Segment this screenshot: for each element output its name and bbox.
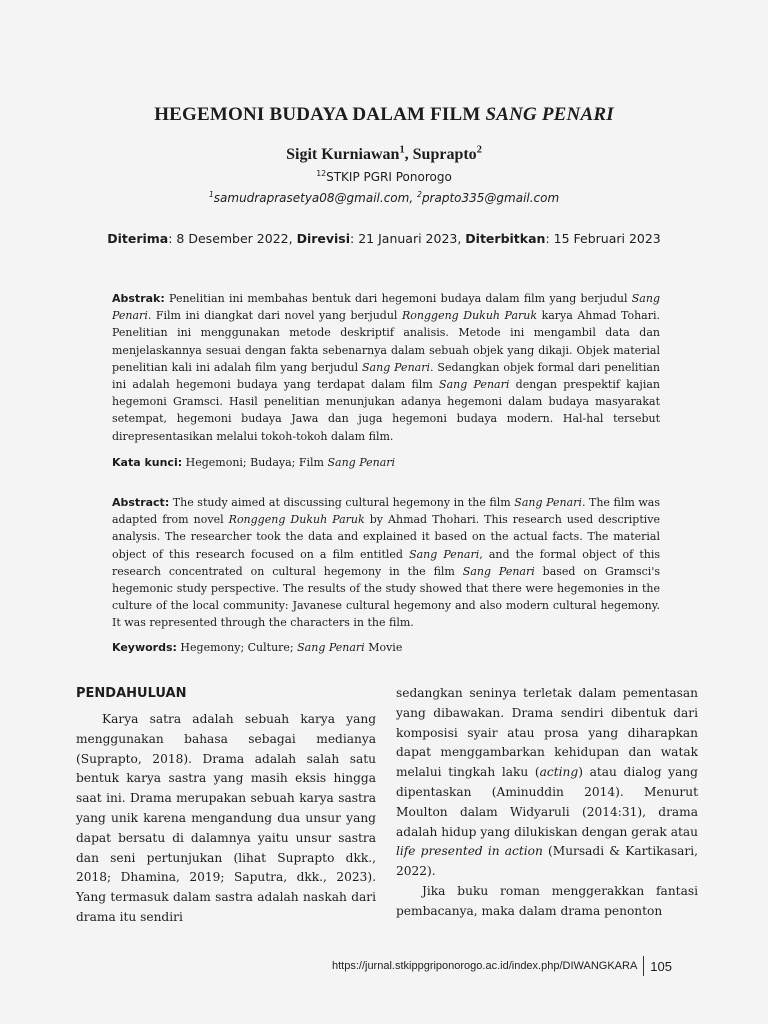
abstract-italic: Ronggeng Dukuh Paruk — [402, 309, 538, 323]
abstract-text: , and the formal object of this research concentrated on cultural hegemony in the film — [112, 547, 660, 578]
abstract-italic: Sang Penari — [112, 292, 660, 323]
keywords-label: Keywords: — [112, 641, 177, 654]
author-affil-marker: 2 — [476, 144, 482, 156]
affil-text: STKIP PGRI Ponorogo — [326, 170, 452, 184]
keywords-text: Hegemony; Culture; — [176, 641, 298, 654]
received-date: : 8 Desember 2022, — [168, 231, 297, 246]
abstract-italic: Sang Penari — [362, 360, 430, 374]
abstract-english — [112, 494, 660, 632]
title-text: HEGEMONI BUDAYA DALAM FILM — [154, 104, 486, 125]
abstract-text: Penelitian ini membahas bentuk dari hegemoni budaya dalam film yang berjudul — [164, 292, 632, 305]
author-name: Sigit Kurniawan — [286, 146, 400, 163]
email-link[interactable]: samudraprasetya08@gmail.com — [213, 191, 410, 205]
body-italic: life presented in action — [396, 844, 543, 859]
abstract-text: . The film was adapted from novel — [112, 496, 660, 527]
abstract-text: dengan prespektif kajian hegemoni Gramsci. Hasil penelitian menunjukan adanya hegemoni dalam budaya masyarakat setempat, hegemoni budaya Jawa dan juga hegemoni budaya modern. Hal-hal tersebut direpresentasikan melalui tokoh-tokoh dalam film. — [112, 378, 660, 443]
page-footer — [332, 956, 672, 976]
abstract-italic: Sang Penari — [462, 564, 535, 578]
kata-kunci-label: Kata kunci: — [112, 456, 183, 469]
abstract-text: . Film ini diangkat dari novel yang berjudul — [147, 309, 402, 323]
abstract-text: . Sedangkan objek formal dari penelitian ini adalah hegemoni budaya yang terdapat dalam film — [112, 360, 661, 392]
revised-label: Direvisi — [296, 231, 351, 246]
abstract-text: The study aimed at discussing cultural hegemony in the film — [169, 496, 515, 509]
body-italic: acting — [539, 765, 579, 780]
revised-date: : 21 Januari 2023, — [350, 231, 466, 246]
affiliation — [0, 170, 768, 184]
abstract-italic: Ronggeng Dukuh Paruk — [228, 513, 365, 527]
published-label: Diterbitkan — [465, 231, 546, 246]
keywords-text: Movie — [364, 641, 403, 654]
abstrak-label: Abstrak: — [112, 292, 165, 305]
body-paragraph: Jika buku roman menggerakkan fantasi pembacanya, maka dalam drama penonton — [396, 883, 698, 918]
body-paragraph: Karya satra adalah sebuah karya yang menggunakan bahasa sebagai medianya (Suprapto, 2018). Drama adalah salah satu bentuk karya sastra yang masih eksis hingga saat ini. Drama merupakan sebuah karya sastra yang unik karena mengandung dua unsur yang dapat bersatu di dalamnya yaitu unsur sastra dan seni pertunjukan (lihat Suprapto dkk., 2018; Dhamina, 2019; Saputra, dkk., 2023). Yang termasuk dalam sastra adalah naskah dari drama itu sendiri — [76, 712, 376, 924]
journal-url-link[interactable]: https://jurnal.stkippgriponorogo.ac.id/index.php/DIWANGKARA — [331, 960, 638, 972]
author-name: Suprapto — [412, 146, 477, 163]
body-text: ) atau dialog yang dipentaskan (Aminuddin 2014). Menurut Moulton dalam Widyaruli (2014:31), drama adalah hidup yang dilukiskan dengan gerak atau — [396, 765, 698, 839]
keywords-text: Hegemoni; Budaya; Film — [182, 456, 328, 469]
publication-dates — [0, 231, 768, 246]
email-marker: 1 — [208, 190, 214, 199]
abstract-text: by Ahmad Thohari. This research used descriptive analysis. The researcher took the data and explained it based on the actual facts. The material object of this research focused on a film entitled — [112, 513, 660, 561]
keywords-indonesian — [112, 454, 660, 471]
author-separator: , — [404, 146, 413, 163]
keywords-italic: Sang Penari — [327, 456, 396, 469]
abstract-text: karya Ahmad Tohari. Penelitian ini menggunakan metode deskriptif analisis. Metode ini mengambil data dan menjelaskannya sesuai dengan fakta sebenarnya dalam sebuah objek yang dikaji. Objek material penelitian kali ini adalah film yang berjudul — [112, 309, 660, 374]
article-title — [0, 104, 768, 126]
keywords-italic: Sang Penari — [297, 641, 365, 654]
title-italic-text: SANG PENARI — [485, 104, 614, 125]
author-list — [0, 146, 768, 164]
page-number: 105 — [650, 958, 672, 974]
body-column-left — [76, 684, 376, 928]
email-marker: 2 — [416, 190, 422, 199]
email-link[interactable]: prapto335@gmail.com — [421, 191, 560, 205]
abstract-italic: Sang Penari — [514, 496, 582, 509]
keywords-english — [112, 639, 660, 656]
abstract-label: Abstract: — [112, 496, 170, 509]
body-text: sedangkan seninya terletak dalam pementasan yang dibawakan. Drama sendiri dibentuk dari komposisi syair atau prosa yang diharapkan dapat menggambarkan kehidupan dan watak melalui tingkah laku ( — [396, 686, 698, 780]
abstract-indonesian — [112, 290, 660, 445]
author-emails — [0, 191, 768, 205]
body-column-right — [396, 684, 698, 922]
abstract-italic: Sang Penari — [409, 547, 480, 561]
author-affil-marker: 1 — [399, 144, 405, 156]
body-paragraph — [396, 684, 698, 882]
abstract-italic: Sang Penari — [439, 378, 510, 392]
body-text: (Mursadi & Kartikasari, 2022). — [396, 844, 698, 879]
email-separator: , — [409, 191, 417, 205]
footer-divider — [643, 956, 644, 976]
published-date: : 15 Februari 2023 — [545, 231, 661, 246]
affil-marker: 12 — [316, 169, 327, 178]
abstract-text: based on Gramsci's hegemonic study perspective. The results of the study showed that there were hegemonies in the culture of the local community: Javanese cultural hegemony and also modern cultural hegemony. It was represented through the characters in the film. — [112, 564, 660, 630]
section-heading: PENDAHULUAN — [76, 686, 187, 701]
received-label: Diterima — [107, 231, 169, 246]
